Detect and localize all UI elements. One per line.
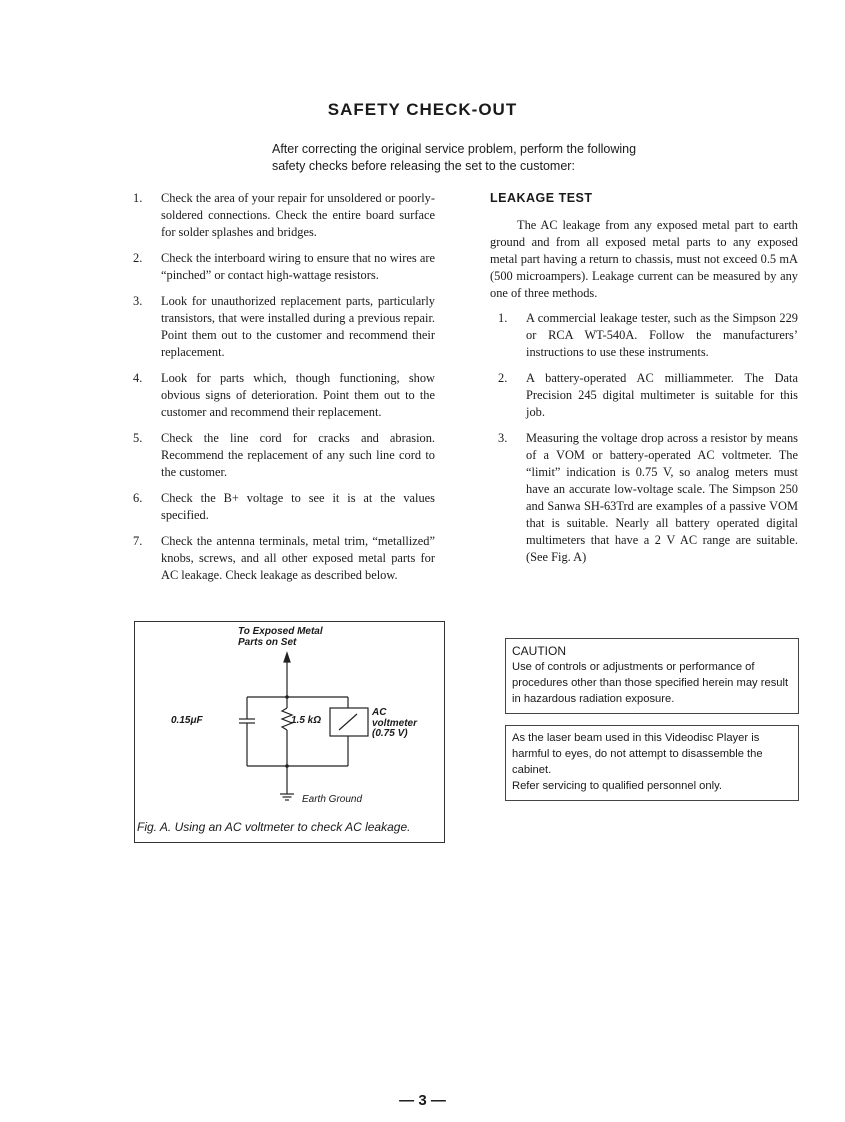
check-number: 6. <box>133 491 143 505</box>
check-number: 2. <box>133 251 143 265</box>
figure-a-circuit <box>134 621 445 843</box>
method-number: 3. <box>498 431 508 445</box>
check-item <box>133 250 435 284</box>
meter-label-line-1: AC <box>372 707 387 718</box>
check-number: 7. <box>133 534 143 548</box>
leakage-intro: The AC leakage from any exposed metal part to earth ground and from all exposed metal parts to any exposed metal part having a return to chassis, must not exceed 0.5 mA (500 microampers). Leakage current can be measured by any one of three methods. <box>490 218 798 300</box>
method-item <box>490 370 798 421</box>
laser-warning-box <box>505 725 799 801</box>
laser-warning-text: As the laser beam used in this Videodisc Player is harmful to eyes, do not attempt to disassemble the cabinet. <box>512 732 763 776</box>
check-number: 1. <box>133 191 143 205</box>
method-number: 2. <box>498 371 508 385</box>
check-text: Check the interboard wiring to ensure that no wires are “pinched” or contact high-wattage resistors. <box>161 251 435 282</box>
method-text: A battery-operated AC milliammeter. The Data Precision 245 digital multimeter is suitable for this job. <box>526 371 798 419</box>
method-text: Measuring the voltage drop across a resistor by means of a VOM or battery-operated AC voltmeter. The “limit” indication is 0.75 V, so analog meters must have an accurate low-voltage scale. The Simpson 250 and Sanwa SH-63Trd are examples of a passive VOM that is suitable. Nearly all battery operated digital multimeters that have a 2 V AC range are suitable. (See Fig. A) <box>526 431 798 564</box>
intro-line-1: After correcting the original service problem, perform the following <box>272 142 637 156</box>
figure-caption: Fig. A. Using an AC voltmeter to check AC leakage. <box>137 820 411 834</box>
voltmeter-icon <box>330 708 368 736</box>
page-number: — 3 — <box>399 1092 446 1109</box>
caution-box <box>505 638 799 714</box>
check-item <box>133 533 435 584</box>
resistor-label: 1.5 kΩ <box>291 715 322 726</box>
check-text: Check the B+ voltage to see it is at the values specified. <box>161 491 435 522</box>
safety-check-list <box>133 190 435 593</box>
check-number: 3. <box>133 294 143 308</box>
check-text: Check the area of your repair for unsoldered or poorly-soldered connections. Check the entire board surface for solder splashes and bridges. <box>161 191 435 239</box>
intro-line-2: safety checks before releasing the set to the customer: <box>272 159 575 173</box>
meter-label <box>372 708 417 740</box>
check-text: Check the antenna terminals, metal trim, “metallized” knobs, screws, and all other exposed metal parts for AC leakage. Check leakage as described below. <box>161 534 435 582</box>
check-number: 5. <box>133 431 143 445</box>
capacitor-label: 0.15μF <box>171 715 203 726</box>
top-label-line-2: Parts on Set <box>238 637 297 648</box>
page-title: SAFETY CHECK-OUT <box>327 100 518 119</box>
method-number: 1. <box>498 311 508 325</box>
check-item <box>133 190 435 241</box>
top-label-line-1: To Exposed Metal <box>238 626 323 637</box>
meter-needle <box>339 714 357 730</box>
check-item <box>133 490 435 524</box>
leakage-test-section <box>490 190 798 575</box>
intro-text <box>272 141 672 175</box>
method-text: A commercial leakage tester, such as the Simpson 229 or RCA WT-540A. Follow the manufacturers’ instructions to use these instruments. <box>526 311 798 359</box>
check-text: Check the line cord for cracks and abrasion. Recommend the replacement of any such line cord to the customer. <box>161 431 435 479</box>
check-text: Look for parts which, though functioning, show obvious signs of deterioration. Point them out to the customer and recommend their replacement. <box>161 371 435 419</box>
ground-label: Earth Ground <box>302 794 363 805</box>
meter-label-line-2: voltmeter <box>372 717 418 729</box>
laser-warning-text-2: Refer servicing to qualified personnel only. <box>512 780 722 792</box>
check-number: 4. <box>133 371 143 385</box>
method-item <box>490 430 798 566</box>
caution-heading: CAUTION <box>512 644 566 658</box>
caution-text: Use of controls or adjustments or performance of procedures other than those specified herein may result in hazardous radiation exposure. <box>512 661 789 705</box>
check-item <box>133 370 435 421</box>
top-label <box>238 626 323 648</box>
leakage-heading: LEAKAGE TEST <box>490 191 593 205</box>
check-item <box>133 430 435 481</box>
meter-label-line-3: (0.75 V) <box>372 728 408 739</box>
probe-arrow-icon <box>284 653 290 662</box>
check-text: Look for unauthorized replacement parts, particularly transistors, that were installed during a previous repair. Point them out to the customer and recommend their replacement. <box>161 294 435 359</box>
method-item <box>490 310 798 361</box>
check-item <box>133 293 435 361</box>
